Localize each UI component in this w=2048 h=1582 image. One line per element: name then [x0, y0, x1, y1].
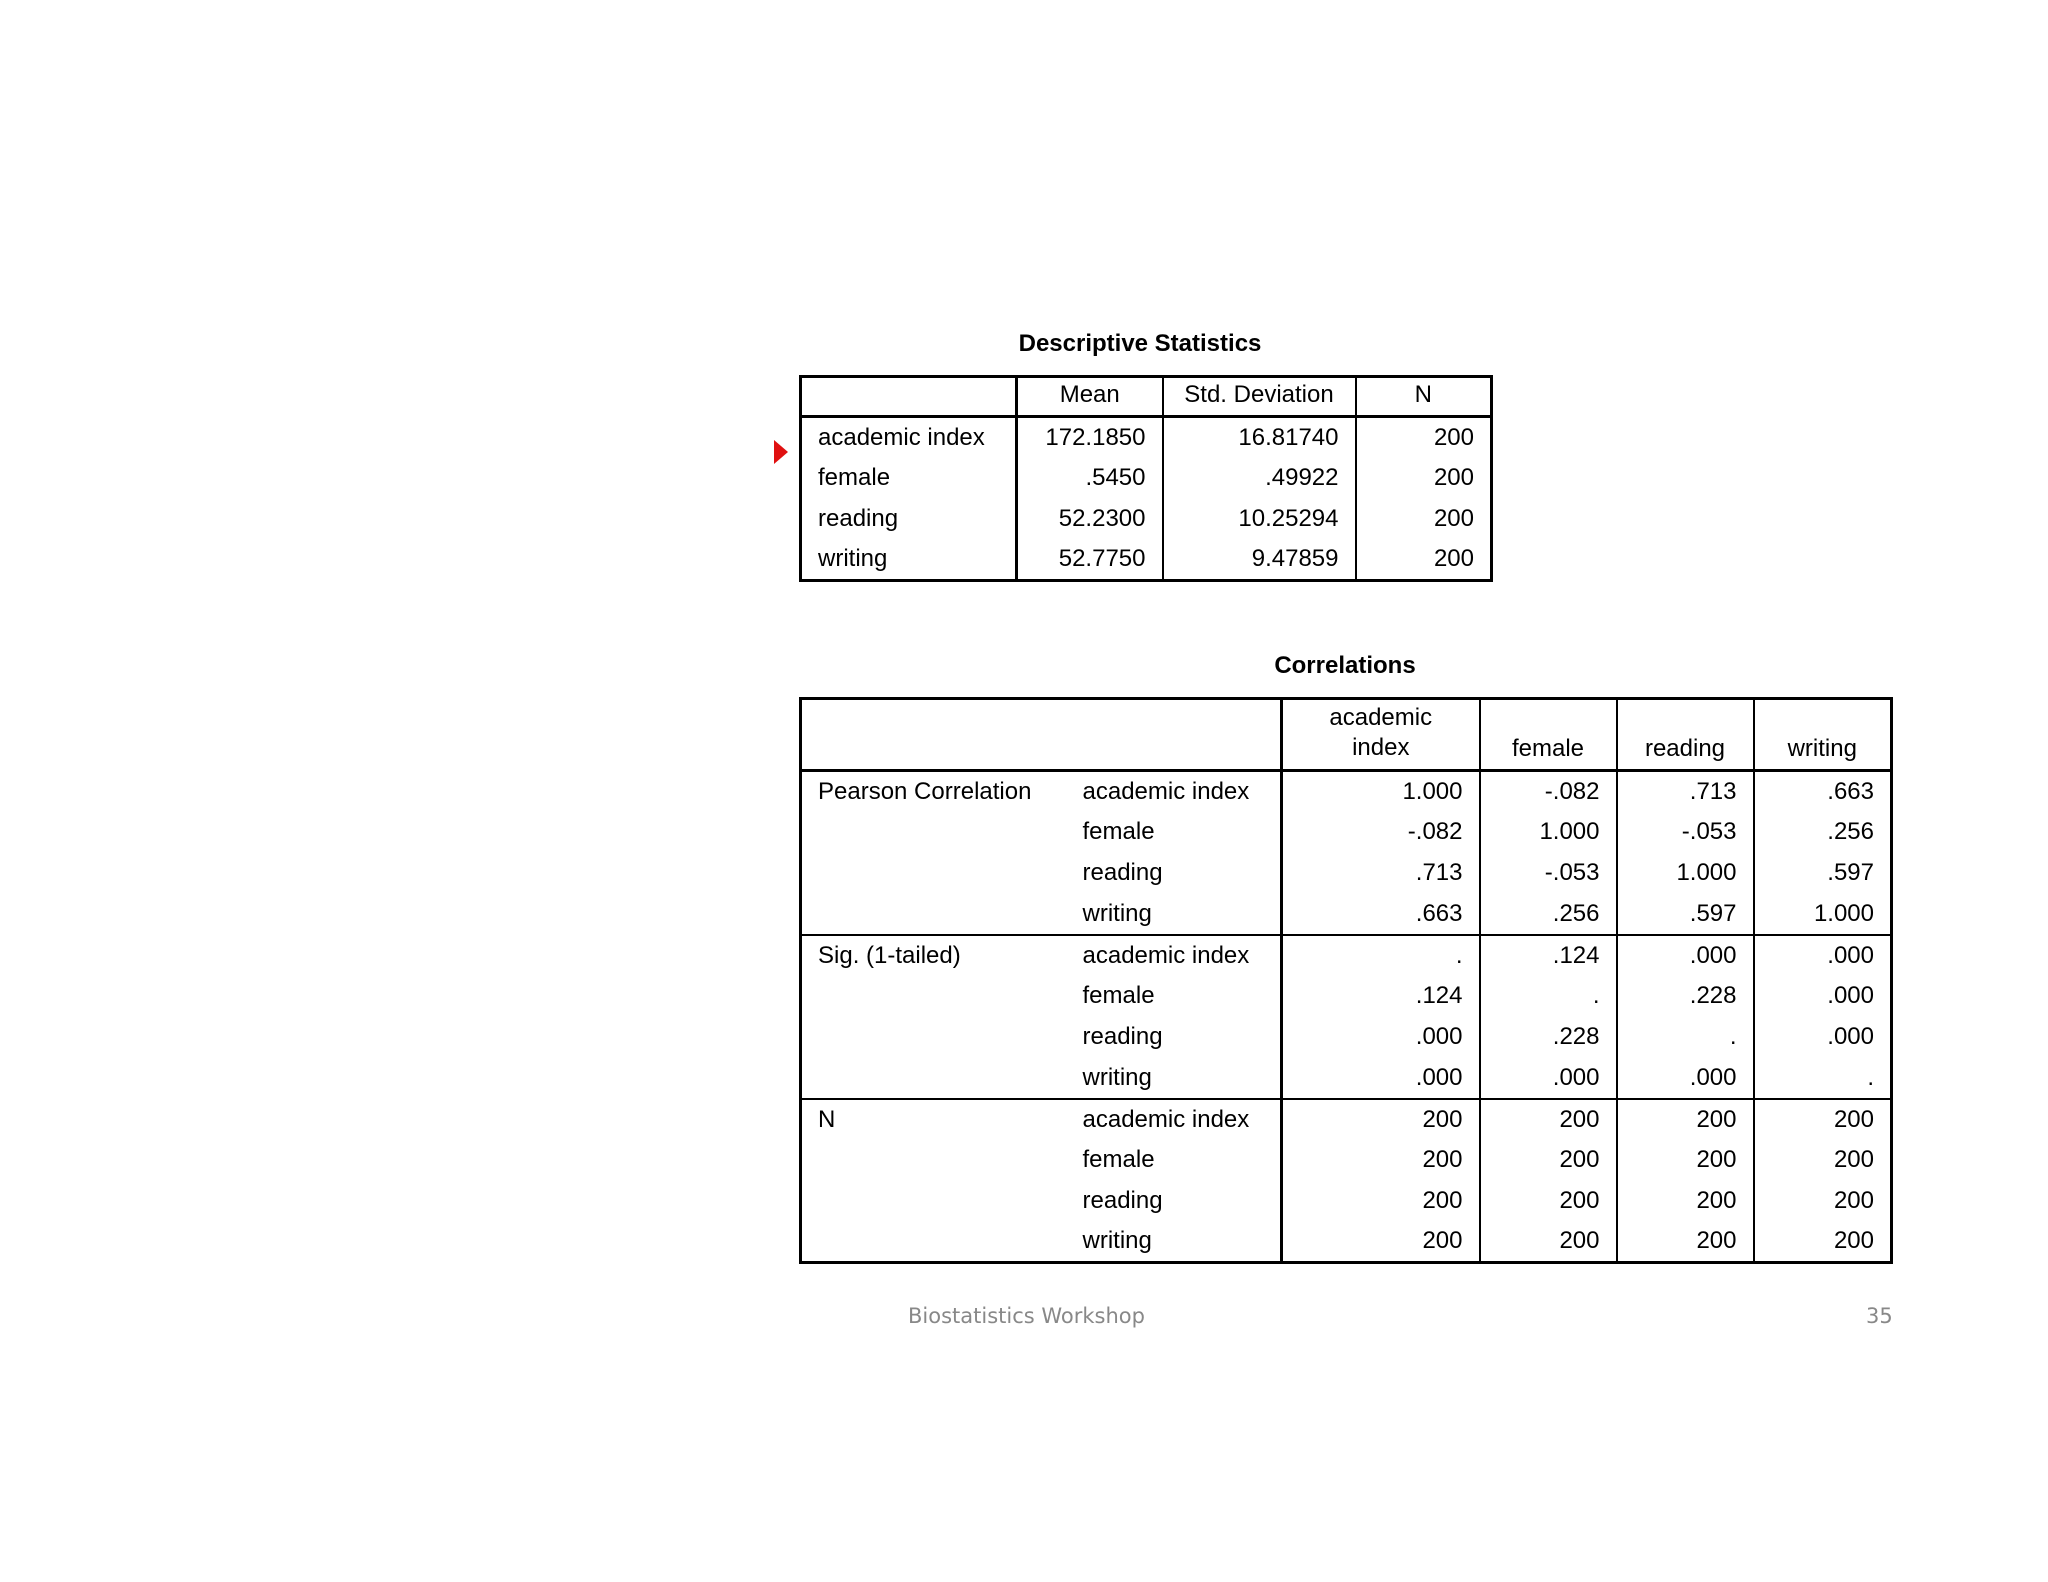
group-label — [801, 976, 1067, 1017]
mean-value: .5450 — [1017, 458, 1163, 499]
correlation-value: 200 — [1754, 1222, 1892, 1263]
mean-value: 52.2300 — [1017, 499, 1163, 540]
correlation-value: .256 — [1754, 812, 1892, 853]
correlation-value: 200 — [1754, 1140, 1892, 1181]
group-label — [801, 812, 1067, 853]
group-label: Sig. (1-tailed) — [801, 935, 1067, 976]
table-row — [801, 812, 1892, 853]
correlation-value: -.082 — [1480, 771, 1617, 812]
group-label — [801, 1017, 1067, 1058]
column-header-writing: writing — [1754, 699, 1892, 771]
variable-label: female — [1082, 1146, 1155, 1173]
table-header-row — [801, 699, 1892, 771]
correlations-table — [799, 697, 1893, 1264]
group-label — [801, 1222, 1067, 1263]
correlation-value: .228 — [1617, 976, 1754, 1017]
n-value: 200 — [1356, 458, 1492, 499]
table-row — [801, 1222, 1892, 1263]
table-row — [801, 853, 1892, 894]
column-header-std-deviation: Std. Deviation — [1163, 377, 1356, 417]
variable-label: academic index — [1067, 935, 1282, 976]
variable-label: reading — [1082, 859, 1163, 886]
row-label: writing — [818, 545, 888, 573]
n-value: 200 — [1356, 499, 1492, 540]
column-header-n: N — [1356, 377, 1492, 417]
descriptive-statistics-title: Descriptive Statistics — [1018, 330, 1262, 357]
group-label — [801, 1181, 1067, 1222]
correlation-value: .124 — [1480, 935, 1617, 976]
correlation-value: 1.000 — [1754, 894, 1892, 935]
correlation-value: 200 — [1617, 1222, 1754, 1263]
red-triangle-marker-icon — [774, 440, 788, 464]
group-label: Pearson Correlation — [818, 777, 1032, 805]
correlation-value: 1.000 — [1282, 771, 1480, 812]
correlation-value: 200 — [1754, 1181, 1892, 1222]
header-empty-cell — [801, 377, 1017, 417]
std-deviation-value: 9.47859 — [1163, 540, 1356, 581]
correlation-value: 200 — [1480, 1181, 1617, 1222]
table-row — [801, 499, 1492, 540]
n-value: 200 — [1356, 417, 1492, 458]
correlation-value: . — [1754, 1058, 1892, 1099]
group-label — [801, 894, 1067, 935]
variable-label: reading — [1082, 1023, 1163, 1050]
variable-label: female — [1082, 818, 1155, 845]
correlation-value: 200 — [1282, 1222, 1480, 1263]
correlation-value: .597 — [1617, 894, 1754, 935]
correlation-value: 1.000 — [1480, 812, 1617, 853]
table-row — [801, 1181, 1892, 1222]
footer-text: Biostatistics Workshop — [908, 1304, 1145, 1328]
correlation-value: .000 — [1754, 1017, 1892, 1058]
header-empty-cell — [1067, 699, 1282, 771]
variable-label: academic index — [1082, 777, 1250, 805]
correlation-value: .713 — [1282, 853, 1480, 894]
correlation-value: .000 — [1617, 1058, 1754, 1099]
correlation-value: .000 — [1282, 1017, 1480, 1058]
column-header-reading: reading — [1617, 699, 1754, 771]
header-empty-cell — [801, 699, 1067, 771]
table-row — [801, 935, 1892, 976]
table-row — [801, 540, 1492, 581]
correlation-value: .256 — [1480, 894, 1617, 935]
correlation-value: -.082 — [1282, 812, 1480, 853]
variable-label: writing — [1082, 899, 1152, 927]
group-label — [801, 1140, 1067, 1181]
correlation-value: 200 — [1617, 1181, 1754, 1222]
std-deviation-value: .49922 — [1163, 458, 1356, 499]
table-row — [801, 976, 1892, 1017]
correlation-value: .713 — [1617, 771, 1754, 812]
correlation-value: . — [1282, 935, 1480, 976]
table-row — [801, 1017, 1892, 1058]
correlation-value: .124 — [1282, 976, 1480, 1017]
correlation-value: .597 — [1754, 853, 1892, 894]
table-row — [801, 458, 1492, 499]
correlation-value: 200 — [1480, 1222, 1617, 1263]
correlation-value: .000 — [1754, 935, 1892, 976]
variable-label: writing — [1082, 1227, 1152, 1255]
table-row — [801, 1140, 1892, 1181]
variable-label: writing — [1082, 1063, 1152, 1091]
correlation-value: -.053 — [1617, 812, 1754, 853]
variable-label: reading — [1082, 1187, 1163, 1214]
table-header-row — [801, 377, 1492, 417]
correlation-value: .000 — [1754, 976, 1892, 1017]
table-row — [801, 1099, 1892, 1140]
correlation-value: .000 — [1480, 1058, 1617, 1099]
group-label — [801, 853, 1067, 894]
correlations-title: Correlations — [1274, 652, 1416, 679]
row-label: academic index — [818, 423, 985, 451]
correlation-value: 1.000 — [1617, 853, 1754, 894]
variable-label: academic index — [1067, 1099, 1282, 1140]
correlation-value: .228 — [1480, 1017, 1617, 1058]
correlation-value: .000 — [1282, 1058, 1480, 1099]
correlation-value: . — [1617, 1017, 1754, 1058]
group-label: N — [801, 1099, 1067, 1140]
group-label — [801, 1058, 1067, 1099]
table-row — [801, 771, 1892, 812]
correlation-value: .663 — [1754, 771, 1892, 812]
correlation-value: 200 — [1480, 1099, 1617, 1140]
table-row — [801, 1058, 1892, 1099]
correlation-value: 200 — [1754, 1099, 1892, 1140]
correlation-value: .663 — [1282, 894, 1480, 935]
column-header-female: female — [1480, 699, 1617, 771]
column-header-mean: Mean — [1017, 377, 1163, 417]
row-label: female — [818, 464, 891, 491]
row-label: reading — [818, 505, 899, 532]
std-deviation-value: 16.81740 — [1163, 417, 1356, 458]
page-number: 35 — [1866, 1304, 1893, 1328]
correlation-value: .000 — [1617, 935, 1754, 976]
correlation-value: . — [1480, 976, 1617, 1017]
mean-value: 172.1850 — [1017, 417, 1163, 458]
correlation-value: 200 — [1480, 1140, 1617, 1181]
std-deviation-value: 10.25294 — [1163, 499, 1356, 540]
mean-value: 52.7750 — [1017, 540, 1163, 581]
correlation-value: 200 — [1282, 1181, 1480, 1222]
n-value: 200 — [1356, 540, 1492, 581]
column-header-academic-index: academic index — [1282, 699, 1480, 771]
correlation-value: 200 — [1282, 1099, 1480, 1140]
correlation-value: -.053 — [1480, 853, 1617, 894]
correlation-value: 200 — [1617, 1140, 1754, 1181]
table-row — [801, 417, 1492, 458]
descriptive-statistics-table — [799, 375, 1493, 582]
table-row — [801, 894, 1892, 935]
correlation-value: 200 — [1282, 1140, 1480, 1181]
correlations-body — [801, 771, 1892, 1263]
variable-label: female — [1082, 982, 1155, 1009]
correlation-value: 200 — [1617, 1099, 1754, 1140]
